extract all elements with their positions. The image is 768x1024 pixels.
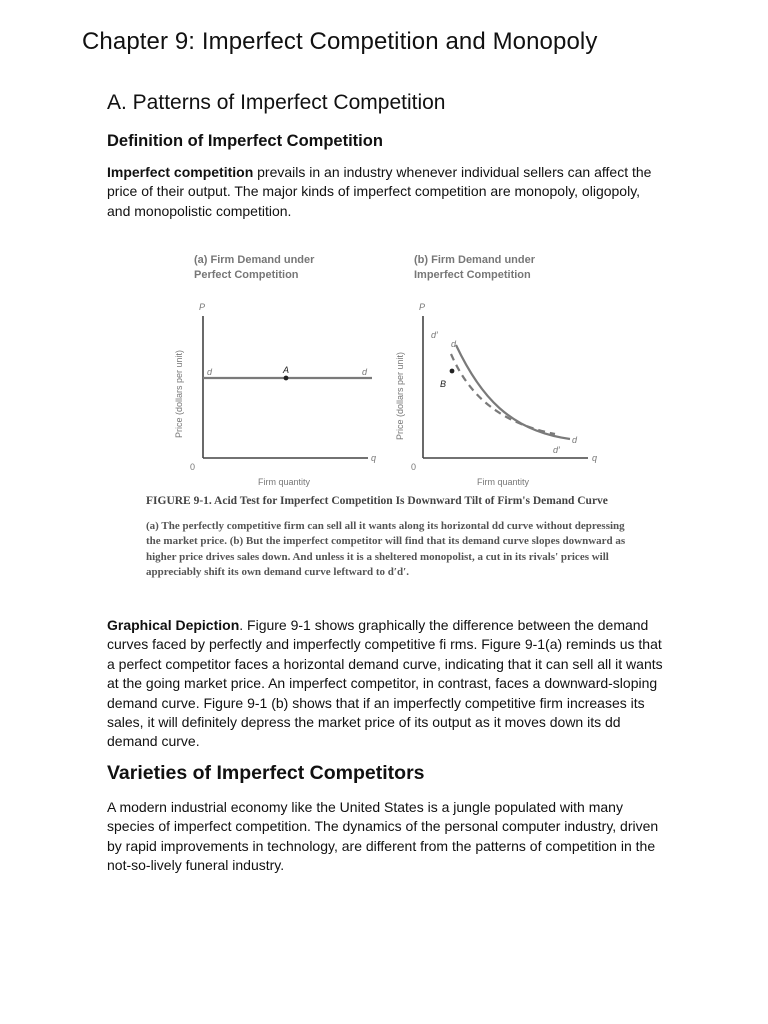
panel-a-y-axis-label: Price (dollars per unit)	[174, 349, 184, 438]
panel-b-x-symbol: q	[592, 453, 598, 463]
panel-b-solid-label-top: d	[451, 339, 457, 349]
chapter-title: Chapter 9: Imperfect Competition and Monopoly	[82, 28, 598, 55]
panel-a-x-axis-label: Firm quantity	[258, 477, 311, 487]
panel-a	[174, 254, 376, 487]
panel-a-title-line1: (a) Firm Demand under	[194, 254, 315, 266]
section-title: A. Patterns of Imperfect Competition	[107, 91, 446, 114]
panel-b-point-b-label: B	[440, 379, 447, 389]
definition-paragraph	[107, 163, 667, 221]
panel-b-origin: 0	[411, 462, 417, 472]
varieties-heading: Varieties of Imperfect Competitors	[107, 762, 425, 784]
panel-a-origin: 0	[190, 462, 196, 472]
panel-a-title-line2: Perfect Competition	[194, 269, 299, 281]
panel-a-x-symbol: q	[371, 453, 377, 463]
panel-b-title-line1: (b) Firm Demand under	[414, 254, 536, 266]
panel-b-demand-curve	[456, 345, 570, 439]
figure-9-1	[140, 246, 620, 492]
graphical-text: . Figure 9-1 shows graphically the difference between the demand curves faced by perfectly and imperfectly competitive fi rms. Figure 9-1(a) reminds us that a perfect competitor faces a horizontal demand curve, indicating that it can sell all it wants at the going market price. An imperfect competitor, in contrast, faces a downward-sloping demand curve. Figure 9-1 (b) shows that if an imperfectly competitive firm increases its sales, it will definitely depress the market price of its output as it moves down its dd demand curve.	[107, 617, 663, 750]
definition-text: prevails in an industry whenever individual sellers can affect the price of their output. The major kinds of imperfect competition are monopoly, oligopoly, and monopolistic competition.	[107, 164, 652, 219]
figure-caption-body: (a) The perfectly competitive firm can sell all it wants along its horizontal dd curve without depressing the market price. (b) But the imperfect competitor will find that its demand curve slopes downward as higher price drives sales down. And unless it is a sheltered monopolist, a cut in its rivals' prices will appreciably shift its own demand curve leftward to d′d′.	[146, 520, 626, 579]
figure-caption-title: FIGURE 9-1. Acid Test for Imperfect Competition Is Downward Tilt of Firm's Demand Curve	[146, 495, 608, 507]
varieties-paragraph: A modern industrial economy like the United States is a jungle populated with many species of imperfect competition. The dynamics of the personal computer industry, driven by rapid improvements in technology, are different from the patterns of competition in the not-so-lively funeral industry.	[107, 799, 659, 874]
panel-a-curve-label-left: d	[207, 367, 213, 377]
panel-a-point-a	[284, 376, 289, 381]
figure-caption	[146, 494, 626, 581]
panel-a-curve-label-right: d	[362, 367, 368, 377]
definition-heading: Definition of Imperfect Competition	[107, 132, 383, 150]
graphical-depiction-paragraph	[107, 616, 672, 752]
panel-b-y-symbol: P	[419, 302, 426, 312]
definition-lead-term: Imperfect competition	[107, 164, 254, 180]
panel-b-solid-label-end: d	[572, 435, 578, 445]
panel-a-y-symbol: P	[199, 302, 206, 312]
panel-b-y-axis-label: Price (dollars per unit)	[395, 351, 405, 440]
panel-b-point-b	[450, 369, 455, 374]
panel-b	[395, 254, 597, 487]
panel-b-dashed-label-top: d′	[431, 330, 438, 340]
panel-b-title-line2: Imperfect Competition	[414, 269, 531, 281]
panel-b-dashed-label-end: d′	[553, 445, 560, 455]
graphical-lead-term: Graphical Depiction	[107, 617, 240, 633]
panel-b-x-axis-label: Firm quantity	[477, 477, 530, 487]
panel-a-point-a-label: A	[283, 365, 290, 375]
